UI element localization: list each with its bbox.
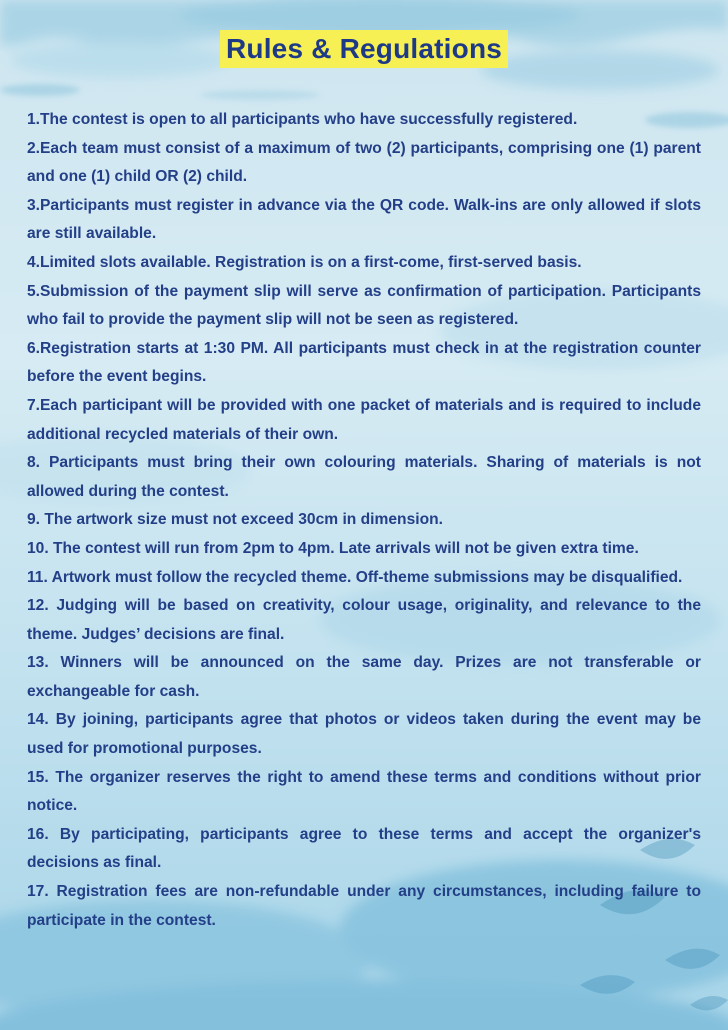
rule-item: 6.Registration starts at 1:30 PM. All participants must check in at the registration counter before the event begins. [27,339,701,386]
rule-item: 2.Each team must consist of a maximum of two (2) participants, comprising one (1) parent and one (1) child OR (2) child. [27,139,701,186]
rule-item: 8. Participants must bring their own colouring materials. Sharing of materials is not allowed during the contest. [27,454,701,500]
rule-item: 4.Limited slots available. Registration is on a first-come, first-served basis. [27,253,582,271]
title-banner [0,30,728,68]
rule-item: 10. The contest will run from 2pm to 4pm. Late arrivals will not be given extra time. [27,539,639,557]
rule-item: 7.Each participant will be provided with one packet of materials and is required to include additional recycled materials of their own. [27,396,701,443]
rule-item: 9. The artwork size must not exceed 30cm in dimension. [27,511,443,529]
rule-item: 13. Winners will be announced on the same day. Prizes are not transferable or exchangeable for cash. [27,654,701,700]
rules-list [27,106,701,935]
page-title: Rules & Regulations [220,30,508,68]
rule-item: 3.Participants must register in advance via the QR code. Walk-ins are only allowed if slots are still available. [27,196,701,243]
rule-item: 16. By participating, participants agree to these terms and accept the organizer's decisions as final. [27,825,701,872]
rule-item: 1.The contest is open to all participants who have successfully registered. [27,111,578,128]
rule-item: 17. Registration fees are non-refundable under any circumstances, including failure to participate in the contest. [27,883,701,929]
rule-item: 14. By joining, participants agree that photos or videos taken during the event may be used for promotional purposes. [27,711,701,758]
rule-item: 5.Submission of the payment slip will serve as confirmation of participation. Participants who fail to provide the payment slip will not be seen as registered. [27,282,701,329]
rule-item: 15. The organizer reserves the right to amend these terms and conditions without prior notice. [27,768,701,815]
rule-item: 12. Judging will be based on creativity, colour usage, originality, and relevance to the theme. Judges’ decisions are final. [27,597,701,643]
rule-item: 11. Artwork must follow the recycled theme. Off-theme submissions may be disqualified. [27,568,683,586]
